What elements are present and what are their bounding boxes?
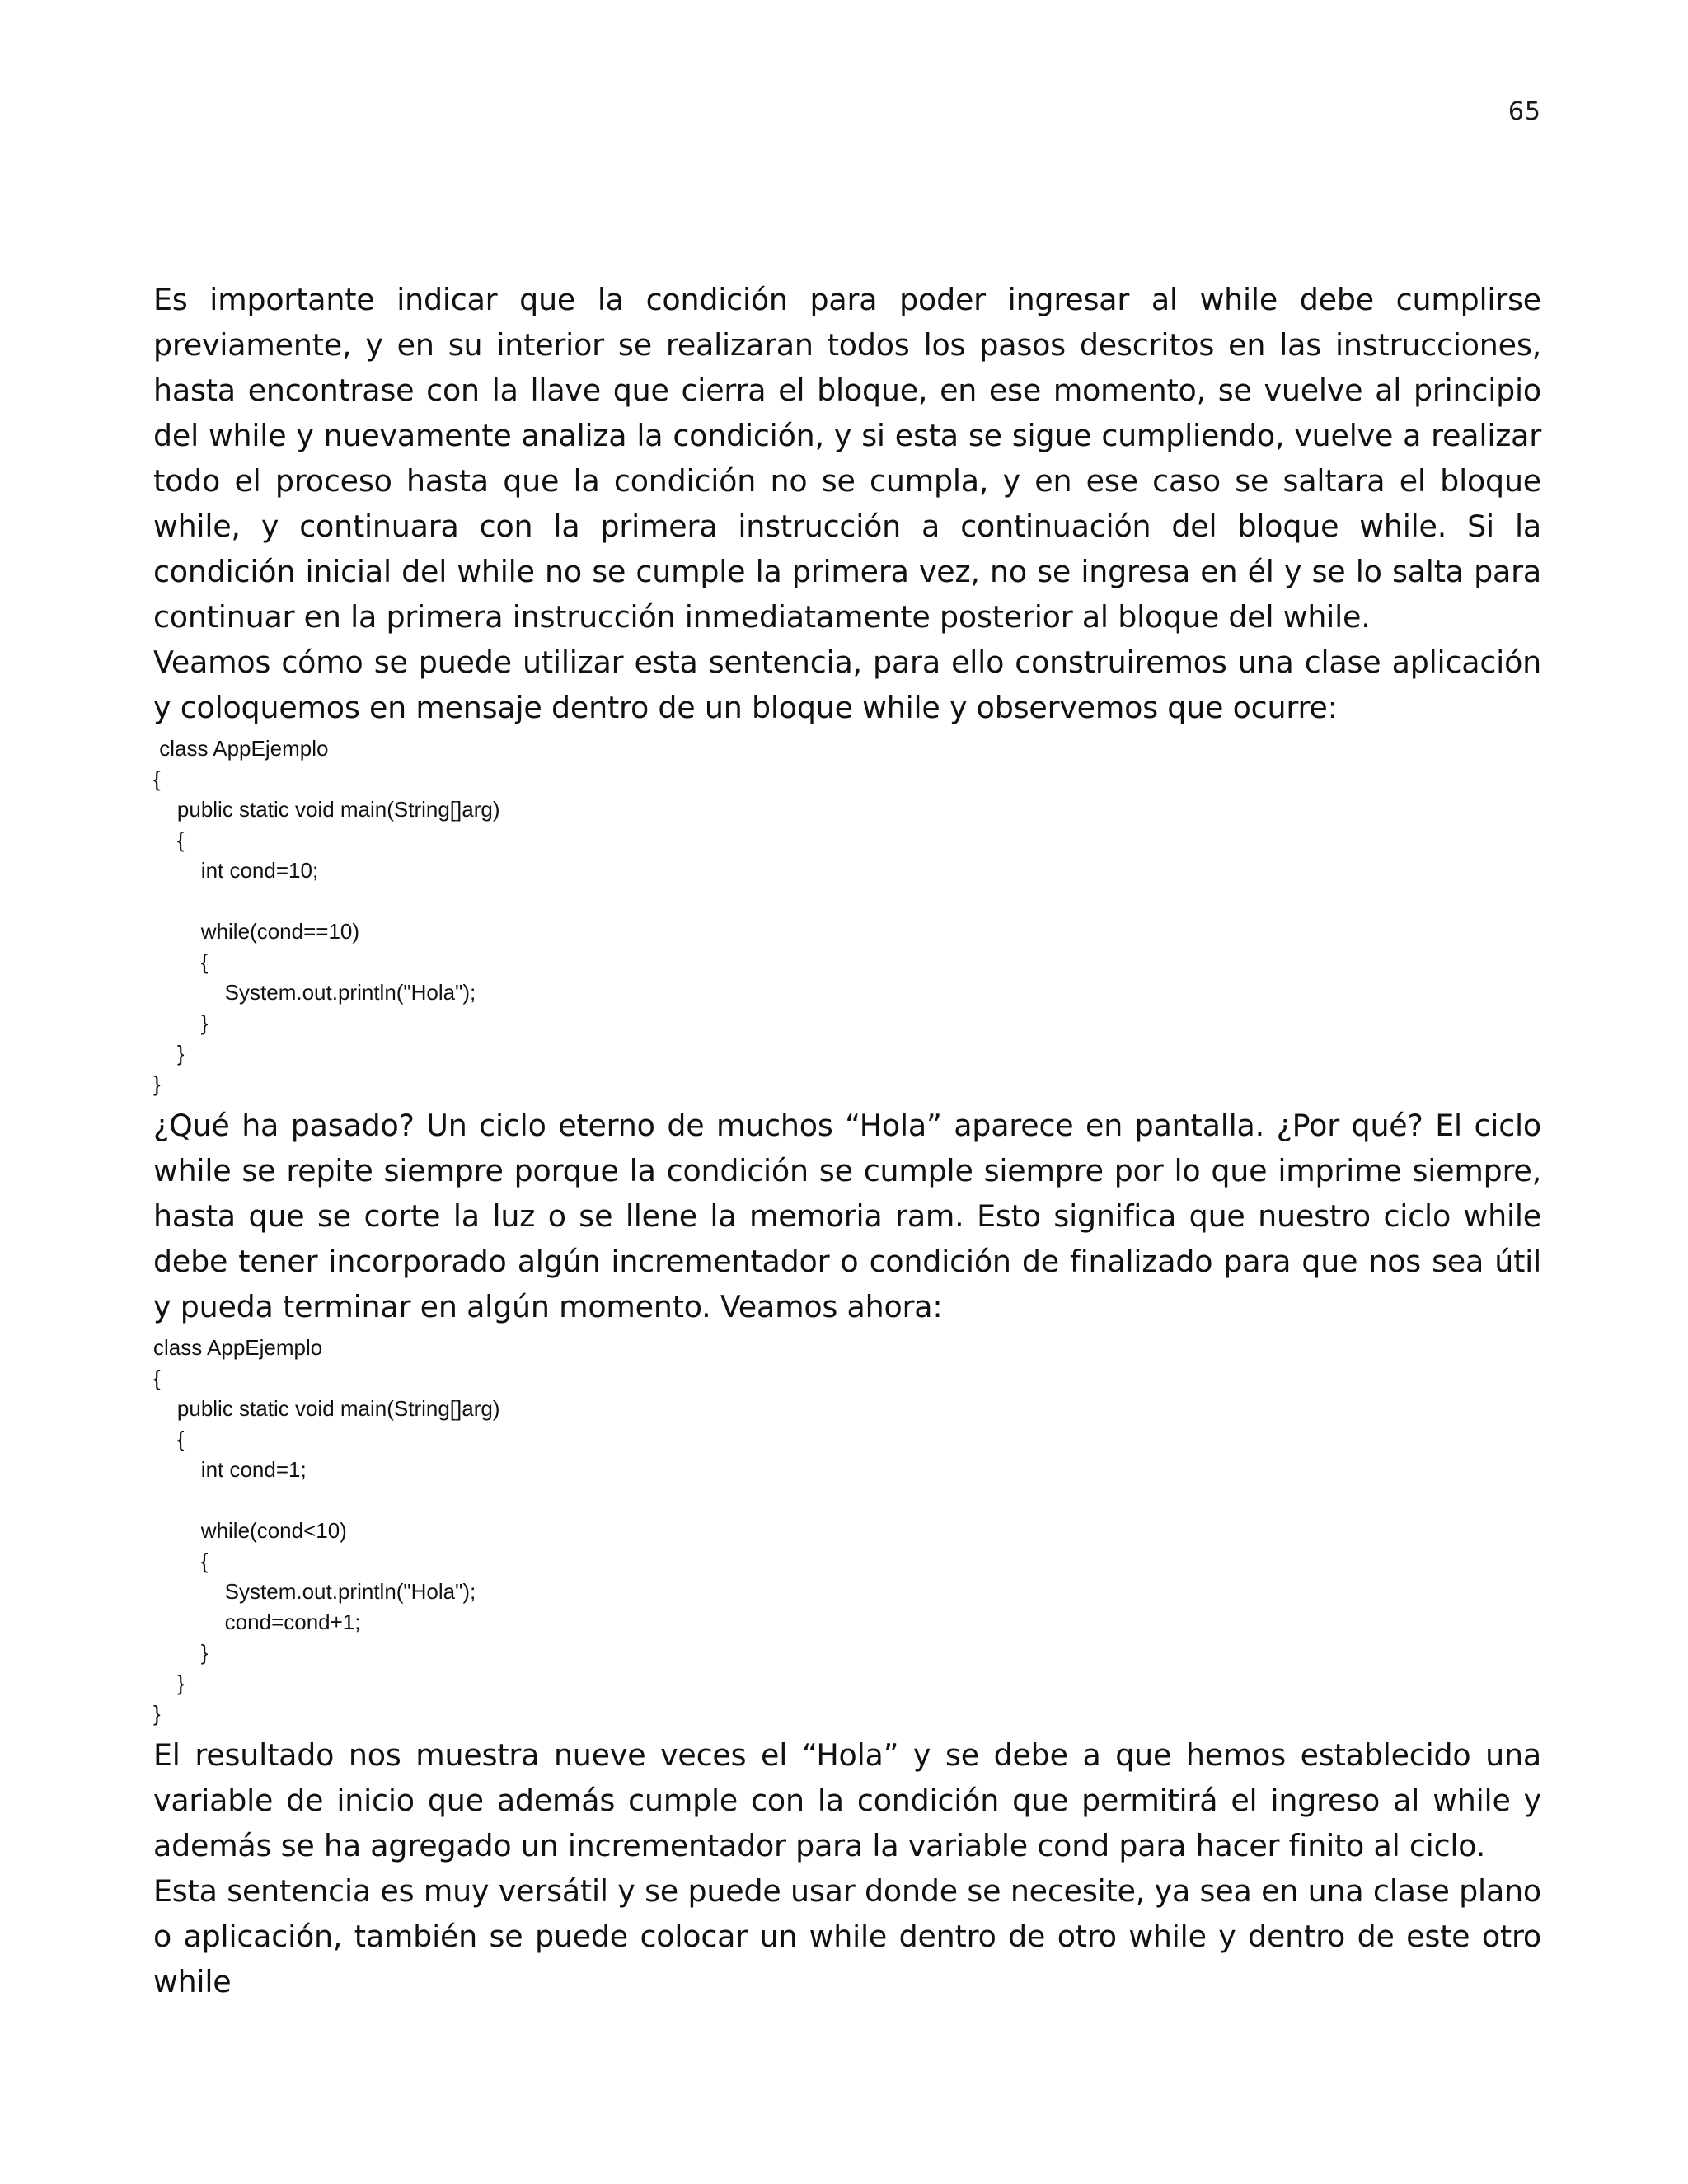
code-line: int cond=10; [153,858,319,883]
code-block-finite-loop [153,1333,1541,1729]
code-line: while(cond==10) [153,919,360,944]
code-line: } [153,1010,209,1035]
code-line: public static void main(String[]arg) [153,1396,500,1421]
code-line: { [153,766,161,791]
code-line: { [153,949,209,974]
paragraph-infinite-loop-explanation: ¿Qué ha pasado? Un ciclo eterno de muchos “Hola” aparece en pantalla. ¿Por qué? El ciclo while se repite siempre porque la condición se cumple siempre por lo que imprime siempre, hasta que se corte la luz o se llene la memoria ram. Esto significa que nuestro ciclo while debe tener incorporado algún incrementador o condición de finalizado para que nos sea útil y pueda terminar en algún momento. Veamos ahora: [153,1108,1541,1324]
code-line: while(cond<10) [153,1518,347,1543]
paragraph-result-explanation: El resultado nos muestra nueve veces el “Hola” y se debe a que hemos establecido una variable de inicio que además cumple con la condición que permitirá el ingreso al while y además se ha agregado un incrementador para la variable cond para hacer finito al ciclo. [153,1737,1541,1863]
code-line: cond=cond+1; [153,1610,361,1634]
code-line: { [153,1427,185,1451]
code-line: } [153,1041,185,1066]
code-line: } [153,1701,161,1726]
page-number: 65 [1507,97,1541,126]
code-line: public static void main(String[]arg) [153,797,500,822]
code-line: class AppEjemplo [153,736,329,761]
code-line: class AppEjemplo [153,1335,323,1360]
code-line: System.out.println("Hola"); [153,1579,476,1604]
code-line [153,1485,1541,1516]
code-line: } [153,1671,185,1695]
code-line: { [153,1549,209,1573]
code-block-infinite-loop [153,733,1541,1099]
paragraph-versatility: Esta sentencia es muy versátil y se puede usar donde se necesite, ya sea en una clase plano o aplicación, también se puede colocar un while dentro de otro while y dentro de este otro while [153,1873,1541,1999]
paragraph-example-intro: Veamos cómo se puede utilizar esta sentencia, para ello construiremos una clase aplicación y coloquemos en mensaje dentro de un bloque while y observemos que ocurre: [153,644,1541,725]
code-line: { [153,827,185,852]
code-line: { [153,1366,161,1390]
page-body [153,277,1541,2004]
code-line: System.out.println("Hola"); [153,980,476,1005]
code-line [153,886,1541,916]
code-line: } [153,1071,161,1096]
code-line: int cond=1; [153,1457,307,1482]
code-line: } [153,1640,209,1665]
paragraph-while-explanation: Es importante indicar que la condición para poder ingresar al while debe cumplirse previamente, y en su interior se realizaran todos los pasos descritos en las instrucciones, hasta encontrase con la llave que cierra el bloque, en ese momento, se vuelve al principio del while y nuevamente analiza la condición, y si esta se sigue cumpliendo, vuelve a realizar todo el proceso hasta que la condición no se cumpla, y en ese caso se saltara el bloque while, y continuara con la primera instrucción a continuación del bloque while. Si la condición inicial del while no se cumple la primera vez, no se ingresa en él y se lo salta para continuar en la primera instrucción inmediatamente posterior al bloque del while. [153,282,1541,635]
